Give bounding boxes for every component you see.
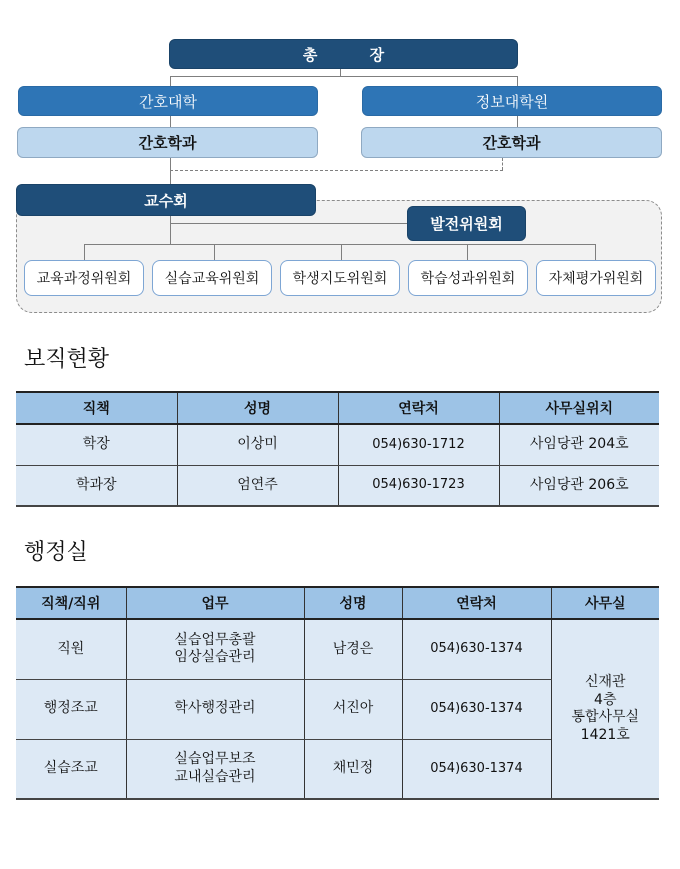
table-row — [16, 424, 659, 465]
grad-dept-box: 간호학과 — [361, 127, 662, 158]
faculty-council-box: 교수회 — [16, 184, 316, 216]
duty-line: 실습업무보조 — [174, 751, 256, 768]
office-line: 통합사무실 — [571, 709, 640, 725]
header-name: 성명 — [304, 587, 402, 619]
cell-name: 남경은 — [304, 619, 402, 679]
connector-line — [467, 244, 468, 260]
committee-practicum: 실습교육위원회 — [152, 260, 272, 296]
cell-name: 채민정 — [304, 739, 402, 799]
positions-table — [16, 391, 659, 507]
cell-role: 행정조교 — [16, 679, 126, 739]
faculty-council-panel — [16, 200, 662, 313]
cell-name: 엄연주 — [177, 465, 338, 506]
office-line: 1421호 — [580, 726, 630, 743]
cell-role: 직원 — [16, 619, 126, 679]
office-line: 4층 — [594, 691, 617, 708]
cell-duties — [126, 619, 304, 679]
header-duties: 업무 — [126, 587, 304, 619]
header-office: 사무실 — [551, 587, 659, 619]
cell-office: 사임당관 206호 — [499, 465, 659, 506]
committee-learning-outcomes: 학습성과위원회 — [408, 260, 528, 296]
connector-line — [517, 76, 518, 86]
committee-self-evaluation: 자체평가위원회 — [536, 260, 656, 296]
connector-line — [340, 68, 341, 76]
connector-line — [214, 244, 215, 260]
development-committee-box: 발전위원회 — [407, 206, 526, 241]
cell-phone: 054)630-1374 — [402, 679, 551, 739]
cell-position: 학장 — [16, 424, 177, 465]
table-row — [16, 619, 659, 679]
dashed-connector — [502, 158, 503, 170]
cell-office: 사임당관 204호 — [499, 424, 659, 465]
connector-line — [170, 158, 171, 185]
cell-phone: 054)630-1374 — [402, 619, 551, 679]
duty-line: 학사행정관리 — [174, 700, 256, 717]
header-name: 성명 — [177, 392, 338, 424]
connector-line — [595, 244, 596, 260]
cell-phone: 054)630-1374 — [402, 739, 551, 799]
committee-curriculum: 교육과정위원회 — [24, 260, 144, 296]
admin-office-table — [16, 586, 659, 800]
connector-line — [170, 223, 408, 224]
connector-line — [170, 76, 518, 77]
duty-line: 임상실습관리 — [174, 649, 256, 666]
connector-line — [341, 244, 342, 260]
connector-line — [170, 76, 171, 86]
admin-office-title: 행정실 — [24, 540, 88, 565]
committee-student-guidance: 학생지도위원회 — [280, 260, 400, 296]
dashed-connector — [170, 170, 503, 171]
table-header-row — [16, 587, 659, 619]
cell-office — [551, 619, 659, 799]
cell-position: 학과장 — [16, 465, 177, 506]
college-box: 간호대학 — [18, 86, 318, 116]
cell-phone: 054)630-1712 — [338, 424, 499, 465]
grad-school-box: 정보대학원 — [362, 86, 662, 116]
cell-name: 이상미 — [177, 424, 338, 465]
cell-duties — [126, 739, 304, 799]
office-line: 신재관 — [584, 674, 626, 690]
header-office: 사무실위치 — [499, 392, 659, 424]
cell-name: 서진아 — [304, 679, 402, 739]
duty-line: 교내실습관리 — [174, 768, 256, 785]
header-position: 직책 — [16, 392, 177, 424]
duty-line: 실습업무총괄 — [174, 631, 256, 648]
positions-title: 보직현황 — [24, 347, 110, 372]
connector-line — [84, 244, 596, 245]
cell-duties — [126, 679, 304, 739]
table-header-row — [16, 392, 659, 424]
connector-line — [84, 244, 85, 260]
cell-phone: 054)630-1723 — [338, 465, 499, 506]
table-row — [16, 465, 659, 506]
header-phone: 연락처 — [338, 392, 499, 424]
header-phone: 연락처 — [402, 587, 551, 619]
connector-line — [170, 216, 171, 244]
college-dept-box: 간호학과 — [17, 127, 318, 158]
president-box: 총 장 — [169, 39, 518, 69]
cell-role: 실습조교 — [16, 739, 126, 799]
header-role: 직책/직위 — [16, 587, 126, 619]
